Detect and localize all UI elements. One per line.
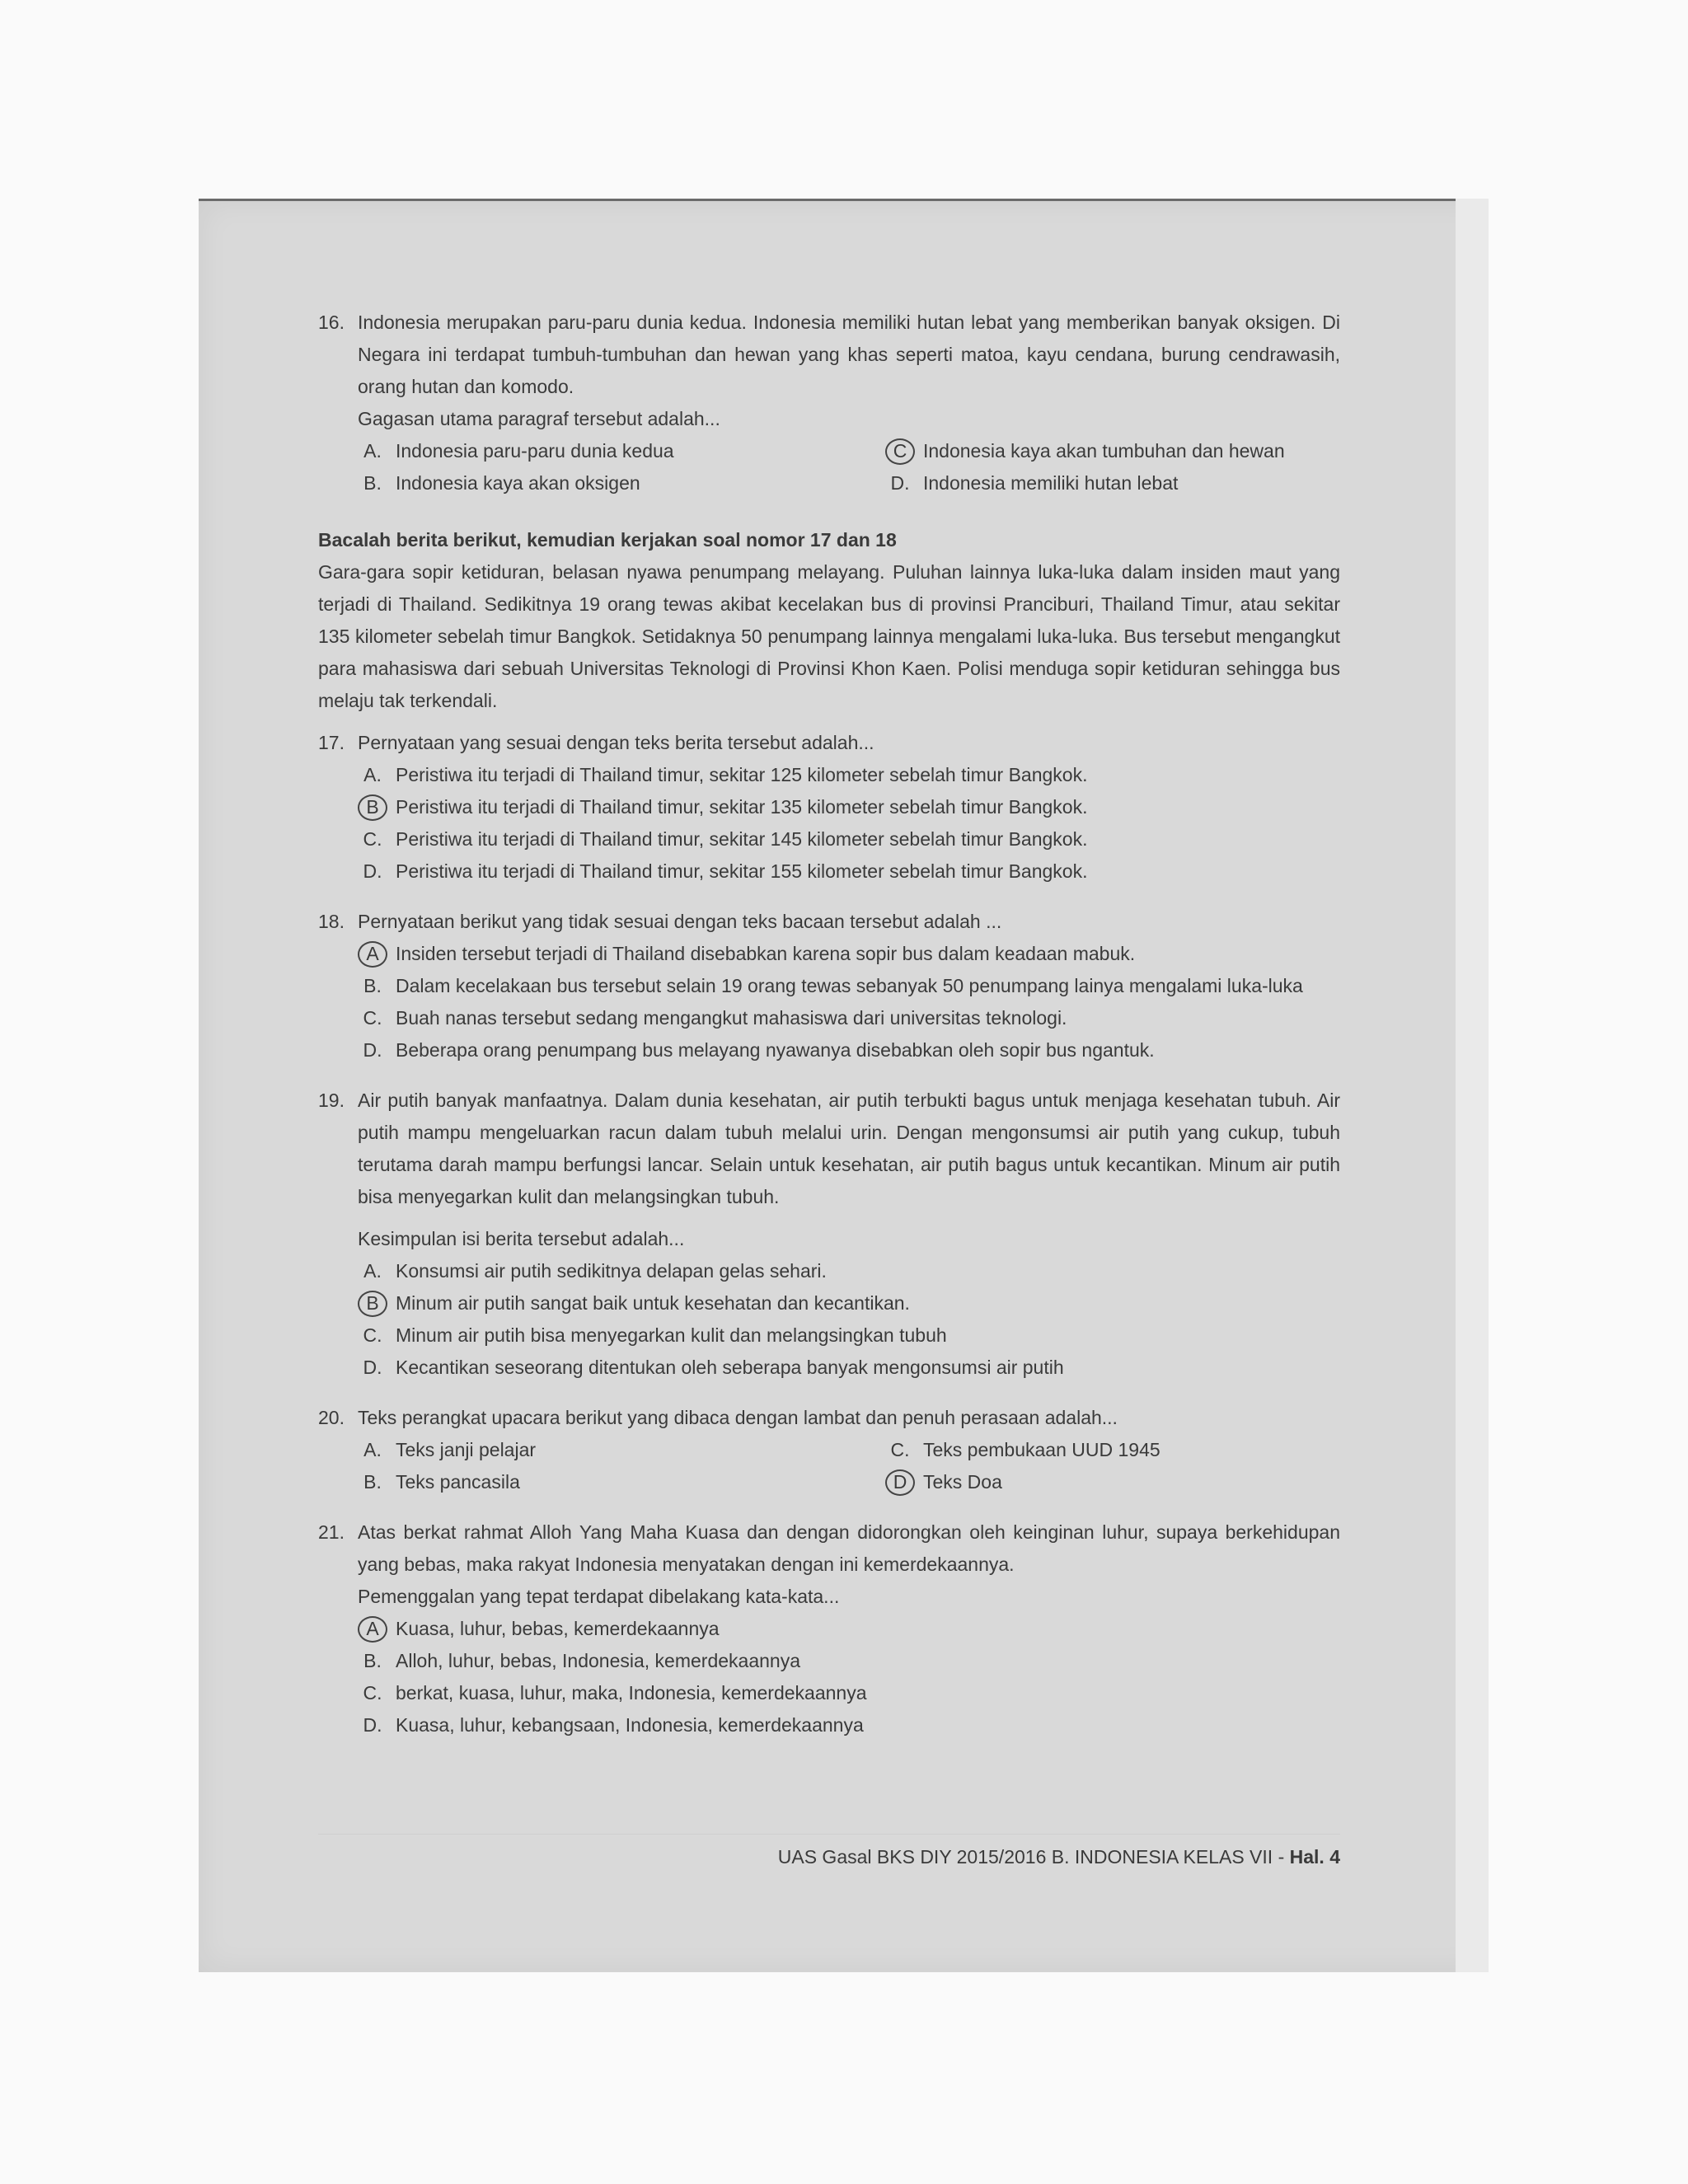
option-letter: B. [363, 975, 382, 996]
question-21 [318, 1516, 1340, 1741]
option-text: Indonesia paru-paru dunia kedua [396, 440, 674, 462]
question-text: Atas berkat rahmat Alloh Yang Maha Kuasa dan dengan didorongkan oleh keinginan luhur, supaya berkehidupan yang bebas, maka rakyat Indonesia menyatakan dengan ini kemerdekaannya. [358, 1521, 1340, 1575]
option-letter: D. [890, 472, 910, 494]
circled-answer-mark: A [358, 1616, 387, 1643]
footer-exam-title: UAS Gasal BKS DIY 2015/2016 B. INDONESIA KELAS VII - [777, 1846, 1290, 1868]
option-letter: C. [363, 1682, 382, 1704]
option-d [358, 1352, 1340, 1384]
circled-answer-mark: C [885, 438, 915, 465]
option-letter: D. [363, 1714, 382, 1736]
option-text: Alloh, luhur, bebas, Indonesia, kemerdekaannya [396, 1650, 800, 1671]
circled-answer-mark: A [358, 941, 387, 968]
option-c [885, 435, 1340, 467]
question-text: Air putih banyak manfaatnya. Dalam dunia kesehatan, air putih terbukti bagus untuk menjaga kesehatan tubuh. Air putih mampu mengeluarkan racun dalam tubuh melalui urin. Dengan mengonsumsi air putih yang cukup, tubuh terutama darah mampu berfungsi lancar. Selain untuk kesehatan, air putih bagus untuk kecantikan. Minum air putih bisa menyegarkan kulit dan melangsingkan tubuh. [358, 1090, 1340, 1207]
scan-right-edge [1456, 199, 1489, 1972]
circled-answer-mark: B [358, 1291, 387, 1317]
page-footer [318, 1834, 1340, 1868]
option-letter: A. [363, 440, 382, 462]
option-letter: D. [363, 1357, 382, 1378]
option-c [358, 823, 1340, 855]
option-a [358, 435, 885, 467]
option-letter: B. [363, 1650, 382, 1671]
option-text: Konsumsi air putih sedikitnya delapan gelas sehari. [396, 1260, 827, 1282]
option-a [358, 759, 1340, 791]
option-text: Teks pembukaan UUD 1945 [923, 1439, 1160, 1460]
option-text: Kecantikan seseorang ditentukan oleh seberapa banyak mengonsumsi air putih [396, 1357, 1064, 1378]
option-b [358, 970, 1340, 1002]
option-letter: A. [363, 1439, 382, 1460]
question-prompt: Kesimpulan isi berita tersebut adalah... [358, 1228, 685, 1249]
reading-instruction: Bacalah berita berikut, kemudian kerjakan soal nomor 17 dan 18 [318, 529, 897, 551]
option-text: Beberapa orang penumpang bus melayang nyawanya disebabkan oleh sopir bus ngantuk. [396, 1039, 1155, 1061]
question-text: Indonesia merupakan paru-paru dunia kedua. Indonesia memiliki hutan lebat yang memberikan banyak oksigen. Di Negara ini terdapat tumbuh-tumbuhan dan hewan yang khas seperti matoa, kayu cendana, burung cendrawasih, orang hutan dan komodo. [358, 312, 1340, 397]
question-prompt: Pernyataan berikut yang tidak sesuai dengan teks bacaan tersebut adalah ... [358, 911, 1002, 932]
question-number: 20. [318, 1407, 345, 1428]
option-text: Indonesia kaya akan oksigen [396, 472, 640, 494]
option-text: Teks Doa [923, 1471, 1002, 1493]
question-17 [318, 727, 1340, 888]
question-number: 16. [318, 312, 345, 333]
question-prompt: Teks perangkat upacara berikut yang dibaca dengan lambat dan penuh perasaan adalah... [358, 1407, 1118, 1428]
option-text: Peristiwa itu terjadi di Thailand timur, sekitar 155 kilometer sebelah timur Bangkok. [396, 860, 1088, 882]
option-c [358, 1002, 1340, 1034]
question-number: 18. [318, 911, 345, 932]
question-16 [318, 307, 1340, 499]
option-text: Indonesia memiliki hutan lebat [923, 472, 1179, 494]
option-b [358, 1466, 885, 1498]
question-19 [318, 1085, 1340, 1384]
reading-passage: Gara-gara sopir ketiduran, belasan nyawa penumpang melayang. Puluhan lainnya luka-luka dalam insiden maut yang terjadi di Thailand. Sedikitnya 19 orang tewas akibat kecelakan bus di provinsi Pranciburi, Thailand Timur, atau sekitar 135 kilometer sebelah timur Bangkok. Setidaknya 50 penumpang lainnya mengalami luka-luka. Bus tersebut mengangkut para mahasiswa dari sebuah Universitas Teknologi di Provinsi Khon Kaen. Polisi menduga sopir ketiduran sehingga bus melaju tak terkendali. [318, 561, 1340, 711]
option-letter: A. [363, 1260, 382, 1282]
option-b [358, 467, 885, 499]
question-20 [318, 1402, 1340, 1498]
page-number: Hal. 4 [1289, 1846, 1340, 1868]
option-text: Teks pancasila [396, 1471, 520, 1493]
option-a [358, 938, 1340, 970]
option-c [358, 1319, 1340, 1352]
option-text: Minum air putih sangat baik untuk kesehatan dan kecantikan. [396, 1292, 910, 1314]
question-18 [318, 906, 1340, 1066]
option-text: Kuasa, luhur, kebangsaan, Indonesia, kemerdekaannya [396, 1714, 864, 1736]
option-letter: C. [363, 1007, 382, 1029]
option-text: Peristiwa itu terjadi di Thailand timur, sekitar 135 kilometer sebelah timur Bangkok. [396, 796, 1088, 818]
question-prompt: Pemenggalan yang tepat terdapat dibelakang kata-kata... [358, 1586, 840, 1607]
question-number: 21. [318, 1521, 345, 1543]
option-c [885, 1434, 1340, 1466]
option-text: Insiden tersebut terjadi di Thailand disebabkan karena sopir bus dalam keadaan mabuk. [396, 943, 1136, 964]
option-text: Indonesia kaya akan tumbuhan dan hewan [923, 440, 1285, 462]
option-a [358, 1255, 1340, 1287]
option-b [358, 1287, 1340, 1319]
question-number: 17. [318, 732, 345, 753]
circled-answer-mark: B [358, 794, 387, 821]
option-d [358, 1034, 1340, 1066]
option-a [358, 1613, 1340, 1645]
option-b [358, 1645, 1340, 1677]
option-text: Dalam kecelakaan bus tersebut selain 19 orang tewas sebanyak 50 penumpang lainya mengalami luka-luka [396, 975, 1303, 996]
option-text: Buah nanas tersebut sedang mengangkut mahasiswa dari universitas teknologi. [396, 1007, 1067, 1029]
question-prompt: Pernyataan yang sesuai dengan teks berita tersebut adalah... [358, 732, 874, 753]
option-letter: D. [363, 860, 382, 882]
option-letter: B. [363, 1471, 382, 1493]
circled-answer-mark: D [885, 1469, 915, 1496]
option-text: berkat, kuasa, luhur, maka, Indonesia, kemerdekaannya [396, 1682, 867, 1704]
option-b [358, 791, 1340, 823]
option-d [358, 855, 1340, 888]
option-d [885, 467, 1340, 499]
option-text: Peristiwa itu terjadi di Thailand timur, sekitar 145 kilometer sebelah timur Bangkok. [396, 828, 1088, 850]
option-a [358, 1434, 885, 1466]
option-letter: C. [890, 1439, 910, 1460]
exam-content [318, 307, 1340, 1741]
option-c [358, 1677, 1340, 1709]
option-text: Kuasa, luhur, bebas, kemerdekaannya [396, 1618, 720, 1639]
scan-top-edge [199, 199, 1489, 201]
option-letter: C. [363, 828, 382, 850]
option-letter: B. [363, 472, 382, 494]
option-text: Teks janji pelajar [396, 1439, 537, 1460]
option-letter: A. [363, 764, 382, 785]
option-text: Minum air putih bisa menyegarkan kulit dan melangsingkan tubuh [396, 1324, 947, 1346]
option-d [885, 1466, 1340, 1498]
option-d [358, 1709, 1340, 1741]
option-text: Peristiwa itu terjadi di Thailand timur, sekitar 125 kilometer sebelah timur Bangkok. [396, 764, 1088, 785]
question-prompt: Gagasan utama paragraf tersebut adalah... [358, 408, 720, 429]
option-letter: C. [363, 1324, 382, 1346]
question-number: 19. [318, 1090, 345, 1111]
option-letter: D. [363, 1039, 382, 1061]
